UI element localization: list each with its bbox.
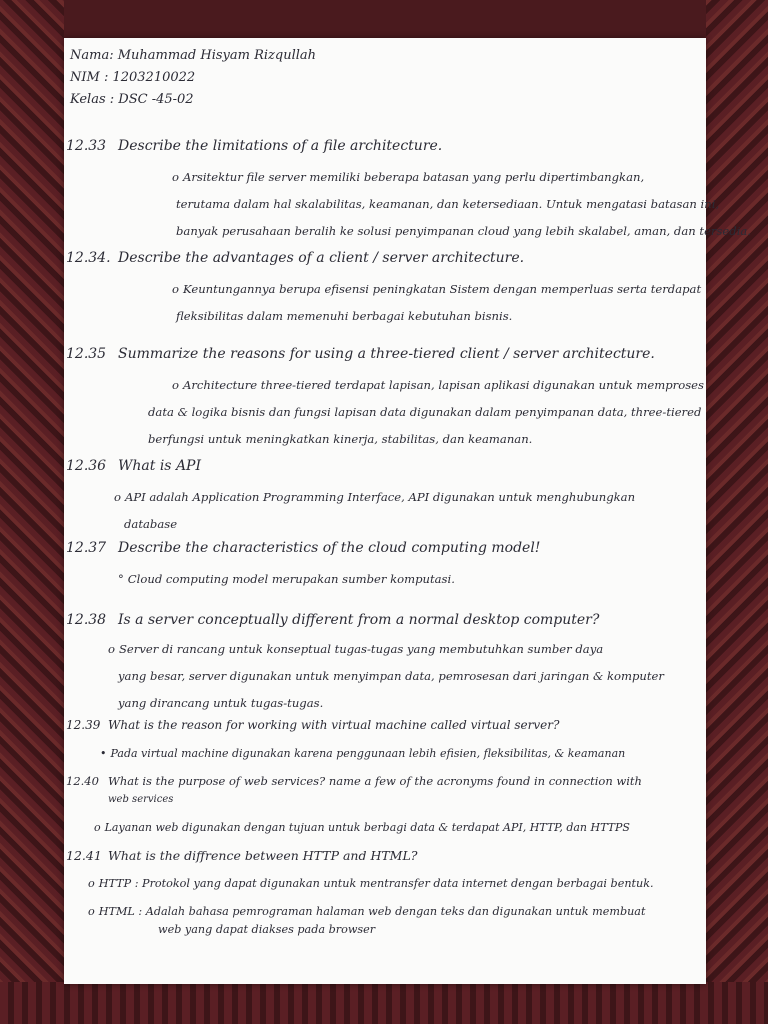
answer-line: Layanan web digunakan dengan tujuan untuk berbagi data & terdapat API, HTTP, dan HTTPS [104,821,630,834]
question-12-36 [66,458,201,474]
answer-line: terutama dalam hal skalabilitas, keamanan, dan ketersediaan. Untuk mengatasi batasan ini, [176,197,720,211]
answer-line: Arsitektur file server memiliki beberapa batasan yang perlu dipertimbangkan, [182,170,645,184]
question-12-33 [66,138,442,154]
question-text: What is the purpose of web services? name a few of the acronyms found in connection with [108,774,642,788]
question-12-39 [66,718,559,732]
question-number: 12.37 [66,540,107,556]
question-text: What is API [118,458,202,474]
question-number: 12.40 [66,774,99,788]
answer-line: Keuntungannya berupa efisensi peningkatan Sistem dengan memperluas serta terdapat [182,282,702,296]
answer-line: HTTP : Protokol yang dapat digunakan untuk mentransfer data internet dengan berbagai bentuk. [98,877,654,890]
answer-line: Architecture three-tiered terdapat lapisan, lapisan aplikasi digunakan untuk memproses [182,378,704,392]
question-text: Is a server conceptually different from a normal desktop computer? [118,612,600,628]
answer-12-41 [88,870,654,939]
answer-line: HTML : Adalah bahasa pemrograman halaman web dengan teks dan digunakan untuk membuat [98,905,646,918]
answer-line: API adalah Application Programming Interface, API digunakan untuk menghubungkan [124,490,636,504]
question-12-41 [66,848,417,863]
question-number: 12.38 [66,612,107,628]
bullet-icon: o [94,821,101,834]
background-fabric-left [0,0,64,1024]
question-number: 12.35 [66,346,107,362]
bullet-icon: o [88,905,95,918]
answer-line: database [124,517,178,531]
answer-line: web yang dapat diakses pada browser [158,923,376,936]
question-number: 12.36 [66,458,107,474]
question-text: Summarize the reasons for using a three-tiered client / server architecture. [118,346,655,362]
answer-line: data & logika bisnis dan fungsi lapisan data digunakan dalam penyimpanan data, three-tiered [148,405,702,419]
question-number: 12.34. [66,250,111,266]
answer-line: Server di rancang untuk konseptual tugas-tugas yang membutuhkan sumber daya [118,642,604,656]
bullet-icon: ° [118,572,124,586]
student-name: Nama: Muhammad Hisyam Rizqullah [70,48,317,63]
student-nim: NIM : 1203210022 [70,70,196,85]
answer-line: fleksibilitas dalam memenuhi berbagai kebutuhan bisnis. [176,309,513,323]
question-12-38 [66,612,599,628]
answer-line: yang dirancang untuk tugas-tugas. [118,696,324,710]
answer-12-37 [118,566,455,593]
background-fabric-bottom [0,982,768,1024]
bullet-icon: o [108,642,115,656]
answer-12-34 [172,276,701,330]
bullet-icon: o [172,170,179,184]
answer-12-33 [172,164,751,245]
bullet-icon: o [88,877,95,890]
answer-12-35 [148,372,704,453]
question-12-40-continued: web services [108,794,174,805]
answer-line: yang besar, server digunakan untuk menyimpan data, pemrosesan dari jaringan & komputer [118,669,664,683]
answer-line: Cloud computing model merupakan sumber komputasi. [127,572,455,586]
question-text: Describe the characteristics of the cloud computing model! [118,540,541,556]
question-number: 12.41 [66,848,102,863]
answer-line: banyak perusahaan beralih ke solusi penyimpanan cloud yang lebih skalabel, aman, dan tersedia. [176,224,752,238]
bullet-icon: o [172,282,179,296]
answer-line: Pada virtual machine digunakan karena penggunaan lebih efisien, fleksibilitas, & keamanan [110,747,626,760]
answer-12-38 [108,636,664,717]
answer-line: berfungsi untuk meningkatkan kinerja, stabilitas, dan keamanan. [148,432,533,446]
bullet-icon: o [172,378,179,392]
answer-12-40 [94,814,630,841]
question-number: 12.39 [66,718,101,732]
question-12-40 [66,774,642,788]
handwritten-paper [64,38,752,984]
question-text: Describe the advantages of a client / server architecture. [118,250,525,266]
answer-12-36 [114,484,635,538]
question-12-34 [66,250,524,266]
question-12-37 [66,540,540,556]
student-class: Kelas : DSC -45-02 [70,92,194,107]
question-12-35 [66,346,655,362]
question-text: What is the reason for working with virtual machine called virtual server? [108,718,560,732]
question-text: Describe the limitations of a file architecture. [118,138,443,154]
question-number: 12.33 [66,138,107,154]
answer-12-39 [100,740,625,767]
bullet-icon: o [114,490,121,504]
question-text: What is the diffrence between HTTP and HTML? [108,848,418,863]
bullet-icon: • [100,747,107,760]
background-fabric-right [706,0,768,1024]
